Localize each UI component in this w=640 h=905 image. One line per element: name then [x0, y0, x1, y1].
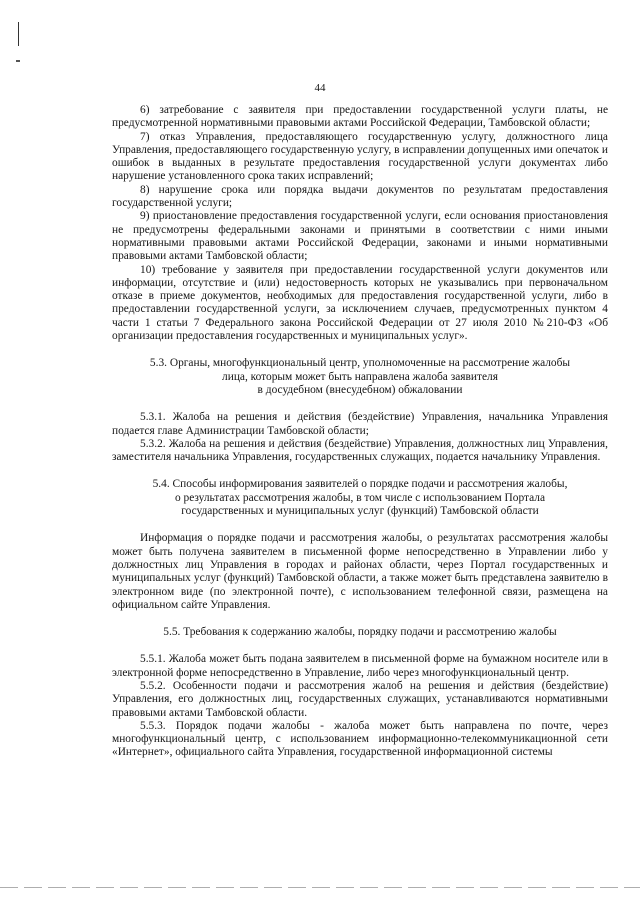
section-heading-5-5 — [112, 626, 608, 639]
bottom-scan-rule — [0, 887, 640, 888]
margin-dot — [16, 60, 20, 62]
document-body — [112, 104, 608, 760]
page-number: 44 — [314, 82, 326, 94]
paragraph-5-3-1: 5.3.1. Жалоба на решения и действия (бездействие) Управления, начальника Управления подается главе Администрации Тамбовской области; — [112, 411, 608, 437]
paragraph-5-5-3: 5.5.3. Порядок подачи жалобы - жалоба может быть направлена по почте, через многофункциональный центр, с использованием информационно-телекоммуникационной сети «Интернет», официального сайта Управления, государственной информационной системы — [112, 719, 608, 759]
section-heading-5-3 — [112, 357, 608, 397]
section-heading-5-4 — [112, 478, 608, 518]
paragraph-item-7: 7) отказ Управления, предоставляющего государственную услугу, должностного лица Управления, предоставляющего государственную услугу, в исправлении допущенных ими опечаток и ошибок в выданных в результате предоставления государственной услуги документах либо нарушение установленного срока таких исправлений; — [112, 130, 608, 183]
section-heading-line: в досудебном (внесудебном) обжаловании — [257, 383, 463, 396]
paragraph-5-5-1: 5.5.1. Жалоба может быть подана заявителем в письменной форме на бумажном носителе или в электронной форме непосредственно в Управление, либо через многофункциональный центр. — [112, 653, 608, 679]
paragraph-5-4-info: Информация о порядке подачи и рассмотрения жалобы, о результатах рассмотрения жалобы может быть получена заявителем в письменной форме непосредственно в Управлении либо у должностных лиц Управления в городах и районах области, через Портал государственных и муниципальных услуг (функций) Тамбовской области, а также может быть представлена заявителю в электронном виде (по электронной почте), с использованием телефонной связи, размещена на официальном сайте Управления. — [112, 532, 608, 611]
section-heading-line: лица, которым может быть направлена жалоба заявителя — [222, 370, 498, 383]
section-heading-line: 5.5. Требования к содержанию жалобы, порядку подачи и рассмотрению жалобы — [163, 626, 557, 639]
section-heading-line: о результатах рассмотрения жалобы, в том числе с использованием Портала — [174, 491, 546, 504]
paragraph-item-8: 8) нарушение срока или порядка выдачи документов по результатам предоставления государственной услуги; — [112, 183, 608, 210]
section-heading-line: 5.4. Способы информирования заявителей о порядке подачи и рассмотрения жалобы, — [152, 478, 568, 491]
paragraph-5-3-2: 5.3.2. Жалоба на решения и действия (бездействие) Управления, должностных лиц Управления, заместителя начальника Управления, государственных служащих, подается начальнику Управления. — [112, 437, 608, 464]
paragraph-item-6: 6) затребование с заявителя при предоставлении государственной услуги платы, не предусмотренной нормативными правовыми актами Российской Федерации, Тамбовской области; — [112, 104, 608, 130]
margin-mark — [18, 22, 19, 46]
section-heading-line: государственных и муниципальных услуг (функций) Тамбовской области — [181, 505, 539, 518]
paragraph-item-10: 10) требование у заявителя при предоставлении государственной услуги документов или информации, отсутствие и (или) недостоверность которых не указывались при первоначальном отказе в приеме документов, необходимых для предоставления государственной услуги, либо в предоставлении государственной услуги, за исключением случаев, предусмотренных пунктом 4 части 1 статьи 7 Федерального закона Российской Федерации от 27 июля 2010 №210-ФЗ «Об организации предоставления государственных и муниципальных услуг». — [112, 263, 608, 343]
paragraph-5-5-2: 5.5.2. Особенности подачи и рассмотрения жалоб на решения и действия (бездействие) Управления, его должностных лиц, государственных служащих, устанавливаются нормативными правовыми актами Тамбовской области. — [112, 679, 608, 719]
paragraph-item-9: 9) приостановление предоставления государственной услуги, если основания приостановления не предусмотрены федеральными законами и принятыми в соответствии с ними иными нормативными правовыми актами Российской Федерации, законами и иными нормативными правовыми актами Тамбовской области; — [112, 210, 608, 263]
section-heading-line: 5.3. Органы, многофункциональный центр, уполномоченные на рассмотрение жалобы — [149, 357, 571, 370]
